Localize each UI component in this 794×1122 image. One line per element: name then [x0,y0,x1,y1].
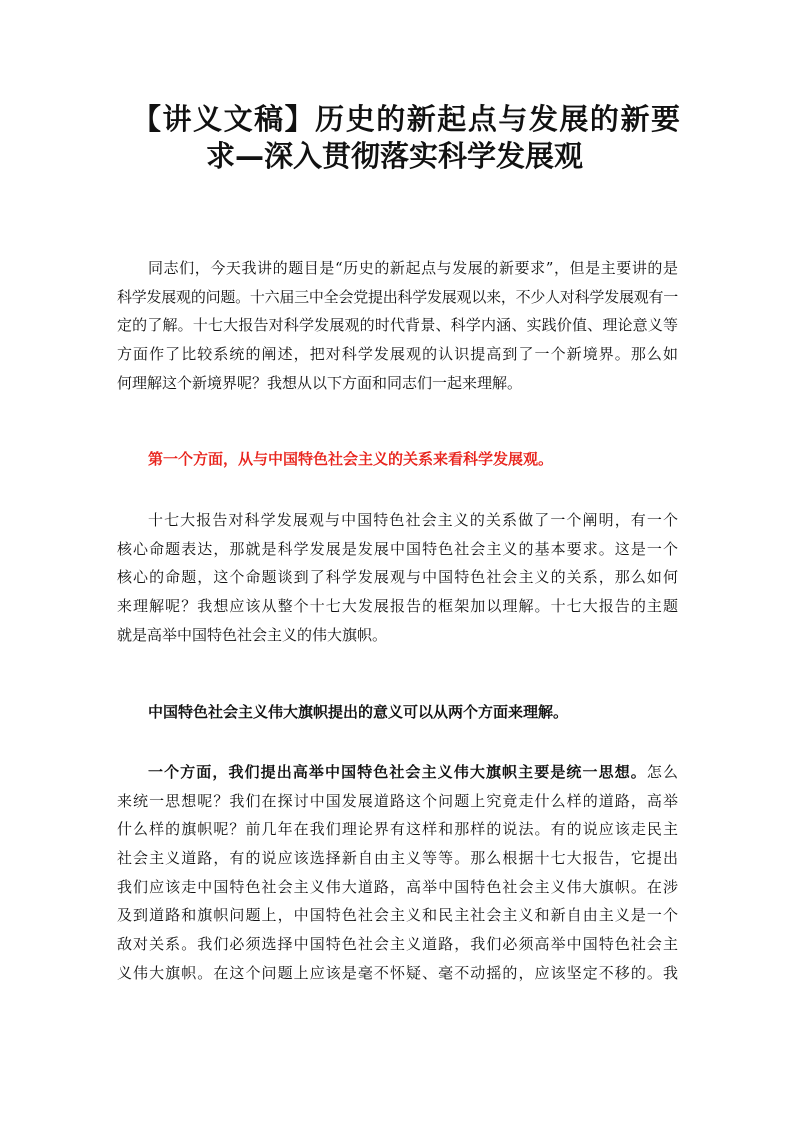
document-title [120,101,680,175]
text-line: 我们应该走中国特色社会主义伟大道路，高举中国特色社会主义伟大旗帜。在涉 [117,877,678,896]
paragraph-2 [117,506,678,649]
text-line: 科学发展观的问题。十六届三中全会党提出科学发展观以来，不少人对科学发展观有一 [117,287,679,306]
text-line: 敌对关系。我们必须选择中国特色社会主义道路，我们必须高举中国特色社会主 [117,935,678,954]
text-rest: 怎么 [646,763,678,781]
title-line-1: 【讲义文稿】历史的新起点与发展的新要 [132,102,680,136]
text-line: 来统一思想呢？我们在探讨中国发展道路这个问题上究竟走什么样的道路，高举 [117,791,678,810]
text-line: 义伟大旗帜。在这个问题上应该是毫不怀疑、毫不动摇的，应该坚定不移的。我 [117,963,678,982]
text-line: 就是高举中国特色社会主义的伟大旗帜。 [117,625,388,644]
section-heading [117,445,678,474]
bold-heading [117,698,678,727]
text-line: 同志们，今天我讲的题目是“历史的新起点与发展的新要求”，但是主要讲的是 [148,259,678,277]
text-line: 来理解呢？我想应该从整个十七大发展报告的框架加以理解。十七大报告的主题 [117,597,678,616]
bold-lead: 一个方面，我们提出高举中国特色社会主义伟大旗帜主要是统一思想。 [148,763,647,781]
section-heading-text: 第一个方面，从与中国特色社会主义的关系来看科学发展观。 [148,450,554,468]
paragraph-3 [117,758,678,988]
text-line: 核心的命题，这个命题谈到了科学发展观与中国特色社会主义的关系，那么如何 [117,568,678,587]
text-line: 十七大报告对科学发展观与中国特色社会主义的关系做了一个阐明，有一个 [148,511,678,529]
intro-paragraph [117,254,678,397]
text-line: 何理解这个新境界呢？我想从以下方面和同志们一起来理解。 [117,373,523,392]
text-line: 方面作了比较系统的阐述，把对科学发展观的认识提高到了一个新境界。那么如 [117,345,678,364]
title-line-2: 求—深入贯彻落实科学发展观 [206,139,584,173]
text-line: 什么样的旗帜呢？前几年在我们理论界有这样和那样的说法。有的说应该走民主 [117,820,678,839]
text-line [117,758,678,787]
text-line: 定的了解。十七大报告对科学发展观的时代背景、科学内涵、实践价值、理论意义等 [117,316,678,335]
text-line: 核心命题表达，那就是科学发展是发展中国特色社会主义的基本要求。这是一个 [117,539,678,558]
text-line: 及到道路和旗帜问题上，中国特色社会主义和民主社会主义和新自由主义是一个 [117,906,678,925]
text-line: 社会主义道路，有的说应该选择新自由主义等等。那么根据十七大报告，它提出 [117,849,678,868]
bold-heading-text: 中国特色社会主义伟大旗帜提出的意义可以从两个方面来理解。 [148,703,569,721]
